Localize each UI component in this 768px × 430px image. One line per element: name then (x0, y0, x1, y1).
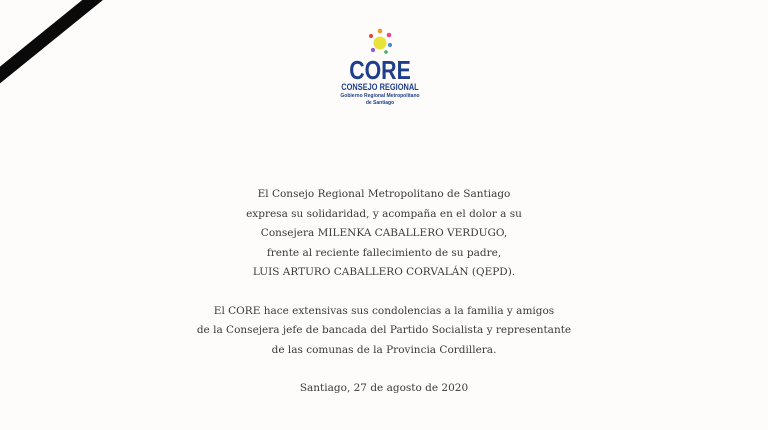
condolence-message (0, 185, 768, 399)
text-line: LUIS ARTURO CABALLERO CORVALÁN (QEPD). (252, 266, 516, 278)
text-line: Consejera MILENKA CABALLERO VERDUGO, (260, 227, 508, 239)
date-line: Santiago, 27 de agosto de 2020 (299, 382, 469, 394)
logo-small-line-1: Gobierno Regional Metropolitano (340, 93, 420, 99)
paragraph-1 (0, 185, 768, 283)
text-line: El CORE hace extensivas sus condolencias a la familia y amigos (213, 304, 555, 317)
text-line: frente al reciente fallecimiento de su padre, (266, 246, 502, 259)
text-line: de las comunas de la Provincia Cordillera. (271, 343, 497, 356)
mourning-ribbon (0, 0, 124, 96)
paragraph-2 (0, 302, 768, 361)
date-paragraph (0, 379, 768, 399)
logo-flower-icon (365, 28, 395, 56)
logo-subtitle: CONSEJO REGIONAL (341, 82, 419, 93)
text-line: El Consejo Regional Metropolitano de Santiago (257, 188, 511, 200)
logo-small-line-2: de Santiago (365, 99, 395, 106)
logo-title: CORE (349, 55, 411, 85)
text-line: expresa su solidaridad, y acompaña en el dolor a su (246, 207, 522, 220)
text-line: de la Consejera jefe de bancada del Partido Socialista y representante (196, 324, 572, 336)
core-logo (330, 28, 430, 106)
